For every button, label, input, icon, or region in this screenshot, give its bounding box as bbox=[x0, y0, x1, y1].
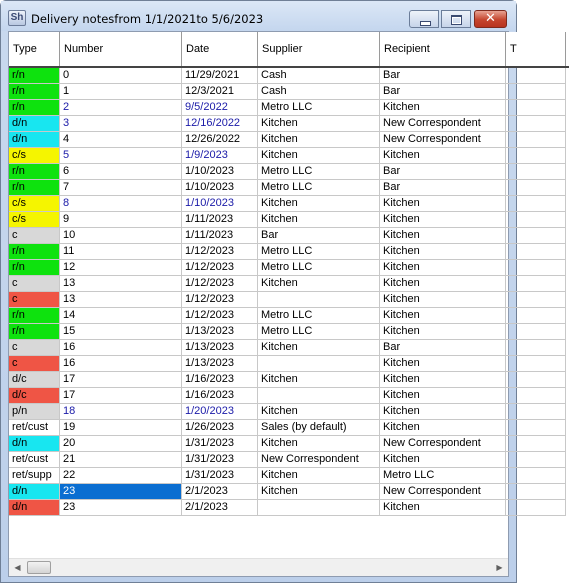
cell-date[interactable]: 1/20/2023 bbox=[182, 404, 258, 420]
cell-type[interactable]: c bbox=[9, 276, 60, 292]
cell-number[interactable]: 13 bbox=[60, 276, 182, 292]
cell-supplier[interactable]: Cash bbox=[258, 68, 380, 84]
cell-supplier[interactable] bbox=[258, 356, 380, 372]
cell-date[interactable]: 1/11/2023 bbox=[182, 228, 258, 244]
cell-date[interactable]: 11/29/2021 bbox=[182, 68, 258, 84]
cell-extra[interactable] bbox=[506, 324, 566, 340]
cell-supplier[interactable]: Kitchen bbox=[258, 148, 380, 164]
cell-number[interactable]: 14 bbox=[60, 308, 182, 324]
cell-date[interactable]: 1/11/2023 bbox=[182, 212, 258, 228]
cell-supplier[interactable]: Kitchen bbox=[258, 436, 380, 452]
cell-recipient[interactable]: Kitchen bbox=[380, 388, 506, 404]
cell-recipient[interactable]: New Correspondent bbox=[380, 116, 506, 132]
scrollbar-thumb[interactable] bbox=[27, 561, 51, 574]
cell-type[interactable]: ret/supp bbox=[9, 468, 60, 484]
column-header-type[interactable]: Type bbox=[9, 32, 60, 66]
cell-type[interactable]: r/n bbox=[9, 324, 60, 340]
cell-supplier[interactable]: Metro LLC bbox=[258, 260, 380, 276]
table-row[interactable] bbox=[9, 404, 569, 420]
cell-supplier[interactable]: Kitchen bbox=[258, 468, 380, 484]
table-row[interactable] bbox=[9, 452, 569, 468]
cell-number[interactable]: 10 bbox=[60, 228, 182, 244]
cell-recipient[interactable]: Kitchen bbox=[380, 292, 506, 308]
cell-type[interactable]: r/n bbox=[9, 84, 60, 100]
cell-supplier[interactable]: Kitchen bbox=[258, 372, 380, 388]
cell-date[interactable]: 1/13/2023 bbox=[182, 324, 258, 340]
cell-extra[interactable] bbox=[506, 420, 566, 436]
cell-extra[interactable] bbox=[506, 308, 566, 324]
cell-supplier[interactable] bbox=[258, 292, 380, 308]
cell-type[interactable]: d/n bbox=[9, 500, 60, 516]
table-row[interactable] bbox=[9, 260, 569, 276]
cell-type[interactable]: r/n bbox=[9, 260, 60, 276]
cell-recipient[interactable]: Kitchen bbox=[380, 404, 506, 420]
table-row[interactable] bbox=[9, 340, 569, 356]
cell-type[interactable]: c bbox=[9, 292, 60, 308]
cell-supplier[interactable]: Kitchen bbox=[258, 132, 380, 148]
cell-date[interactable]: 2/1/2023 bbox=[182, 484, 258, 500]
cell-supplier[interactable]: Metro LLC bbox=[258, 324, 380, 340]
cell-recipient[interactable]: Kitchen bbox=[380, 308, 506, 324]
table-row[interactable] bbox=[9, 388, 569, 404]
cell-type[interactable]: r/n bbox=[9, 308, 60, 324]
cell-date[interactable]: 1/9/2023 bbox=[182, 148, 258, 164]
cell-extra[interactable] bbox=[506, 484, 566, 500]
cell-extra[interactable] bbox=[506, 84, 566, 100]
cell-number[interactable]: 16 bbox=[60, 340, 182, 356]
cell-date[interactable]: 1/31/2023 bbox=[182, 452, 258, 468]
cell-type[interactable]: r/n bbox=[9, 180, 60, 196]
cell-number[interactable]: 3 bbox=[60, 116, 182, 132]
cell-supplier[interactable]: Metro LLC bbox=[258, 100, 380, 116]
cell-date[interactable]: 1/13/2023 bbox=[182, 340, 258, 356]
table-row[interactable] bbox=[9, 420, 569, 436]
cell-recipient[interactable]: Kitchen bbox=[380, 276, 506, 292]
cell-recipient[interactable]: Kitchen bbox=[380, 212, 506, 228]
cell-extra[interactable] bbox=[506, 452, 566, 468]
cell-number[interactable]: 21 bbox=[60, 452, 182, 468]
cell-extra[interactable] bbox=[506, 244, 566, 260]
table-row[interactable] bbox=[9, 196, 569, 212]
table-header bbox=[9, 32, 569, 68]
table-row[interactable] bbox=[9, 468, 569, 484]
cell-extra[interactable] bbox=[506, 436, 566, 452]
cell-supplier[interactable]: Kitchen bbox=[258, 404, 380, 420]
cell-type[interactable]: r/n bbox=[9, 100, 60, 116]
cell-extra[interactable] bbox=[506, 116, 566, 132]
cell-recipient[interactable]: Bar bbox=[380, 164, 506, 180]
cell-extra[interactable] bbox=[506, 292, 566, 308]
scroll-right-icon[interactable]: ▶ bbox=[496, 563, 503, 572]
close-icon: ✕ bbox=[485, 11, 496, 26]
cell-recipient[interactable]: Bar bbox=[380, 340, 506, 356]
cell-recipient[interactable]: Bar bbox=[380, 68, 506, 84]
cell-extra[interactable] bbox=[506, 340, 566, 356]
cell-type[interactable]: c bbox=[9, 356, 60, 372]
cell-number[interactable]: 13 bbox=[60, 292, 182, 308]
cell-recipient[interactable]: Kitchen bbox=[380, 228, 506, 244]
cell-date[interactable]: 2/1/2023 bbox=[182, 500, 258, 516]
title-bar[interactable] bbox=[1, 1, 516, 31]
cell-supplier[interactable]: Kitchen bbox=[258, 484, 380, 500]
cell-type[interactable]: d/c bbox=[9, 388, 60, 404]
cell-recipient[interactable]: New Correspondent bbox=[380, 436, 506, 452]
cell-extra[interactable] bbox=[506, 148, 566, 164]
cell-type[interactable]: d/n bbox=[9, 132, 60, 148]
cell-recipient[interactable]: Kitchen bbox=[380, 100, 506, 116]
table-row[interactable] bbox=[9, 164, 569, 180]
cell-date[interactable]: 12/3/2021 bbox=[182, 84, 258, 100]
cell-recipient[interactable]: Kitchen bbox=[380, 500, 506, 516]
table-row[interactable] bbox=[9, 68, 569, 84]
cell-supplier[interactable]: Kitchen bbox=[258, 340, 380, 356]
cell-type[interactable]: ret/cust bbox=[9, 420, 60, 436]
cell-supplier[interactable]: Cash bbox=[258, 84, 380, 100]
cell-type[interactable]: c/s bbox=[9, 196, 60, 212]
cell-supplier[interactable] bbox=[258, 500, 380, 516]
cell-recipient[interactable]: Kitchen bbox=[380, 324, 506, 340]
table-row[interactable] bbox=[9, 356, 569, 372]
cell-supplier[interactable]: Kitchen bbox=[258, 276, 380, 292]
cell-supplier[interactable]: Metro LLC bbox=[258, 164, 380, 180]
table-row[interactable] bbox=[9, 132, 569, 148]
table-row[interactable] bbox=[9, 500, 569, 516]
cell-date[interactable]: 12/26/2022 bbox=[182, 132, 258, 148]
scroll-left-icon[interactable]: ◀ bbox=[14, 563, 21, 572]
cell-date[interactable]: 9/5/2022 bbox=[182, 100, 258, 116]
cell-supplier[interactable]: Kitchen bbox=[258, 196, 380, 212]
cell-number[interactable]: 20 bbox=[60, 436, 182, 452]
column-header-number[interactable]: Number bbox=[60, 32, 182, 66]
table-body bbox=[9, 68, 569, 516]
cell-supplier[interactable]: Sales (by default) bbox=[258, 420, 380, 436]
cell-supplier[interactable] bbox=[258, 388, 380, 404]
cell-number[interactable]: 17 bbox=[60, 388, 182, 404]
cell-supplier[interactable]: Metro LLC bbox=[258, 180, 380, 196]
cell-number[interactable]: 0 bbox=[60, 68, 182, 84]
cell-extra[interactable] bbox=[506, 100, 566, 116]
table-row[interactable] bbox=[9, 100, 569, 116]
cell-extra[interactable] bbox=[506, 276, 566, 292]
cell-recipient[interactable]: Kitchen bbox=[380, 420, 506, 436]
cell-date[interactable]: 1/12/2023 bbox=[182, 276, 258, 292]
close-button[interactable] bbox=[474, 10, 507, 28]
cell-date[interactable]: 1/13/2023 bbox=[182, 356, 258, 372]
cell-extra[interactable] bbox=[506, 132, 566, 148]
cell-supplier[interactable]: Metro LLC bbox=[258, 308, 380, 324]
cell-extra[interactable] bbox=[506, 212, 566, 228]
table-row[interactable] bbox=[9, 148, 569, 164]
cell-date[interactable]: 1/10/2023 bbox=[182, 164, 258, 180]
cell-supplier[interactable]: Bar bbox=[258, 228, 380, 244]
table-row[interactable] bbox=[9, 212, 569, 228]
cell-extra[interactable] bbox=[506, 388, 566, 404]
cell-recipient[interactable]: Kitchen bbox=[380, 196, 506, 212]
table-row[interactable] bbox=[9, 324, 569, 340]
cell-extra[interactable] bbox=[506, 356, 566, 372]
cell-type[interactable]: d/n bbox=[9, 484, 60, 500]
cell-date[interactable]: 1/31/2023 bbox=[182, 436, 258, 452]
cell-type[interactable]: r/n bbox=[9, 164, 60, 180]
cell-supplier[interactable]: New Correspondent bbox=[258, 452, 380, 468]
cell-number[interactable]: 18 bbox=[60, 404, 182, 420]
cell-recipient[interactable]: Kitchen bbox=[380, 260, 506, 276]
table-row[interactable] bbox=[9, 276, 569, 292]
cell-extra[interactable] bbox=[506, 180, 566, 196]
cell-date[interactable]: 1/26/2023 bbox=[182, 420, 258, 436]
column-header-extra[interactable]: T bbox=[506, 32, 566, 66]
table-row[interactable] bbox=[9, 292, 569, 308]
cell-date[interactable]: 1/10/2023 bbox=[182, 196, 258, 212]
cell-recipient[interactable]: New Correspondent bbox=[380, 132, 506, 148]
cell-number[interactable]: 23 bbox=[60, 484, 182, 500]
horizontal-scrollbar[interactable] bbox=[9, 558, 508, 576]
cell-type[interactable]: c bbox=[9, 228, 60, 244]
minimize-icon bbox=[420, 21, 431, 26]
cell-number[interactable]: 1 bbox=[60, 84, 182, 100]
cell-type[interactable]: p/n bbox=[9, 404, 60, 420]
table-row[interactable] bbox=[9, 180, 569, 196]
cell-number[interactable]: 7 bbox=[60, 180, 182, 196]
cell-number[interactable]: 17 bbox=[60, 372, 182, 388]
cell-date[interactable]: 1/16/2023 bbox=[182, 388, 258, 404]
cell-number[interactable]: 2 bbox=[60, 100, 182, 116]
delivery-notes-table bbox=[9, 32, 517, 558]
cell-recipient[interactable]: Kitchen bbox=[380, 244, 506, 260]
cell-supplier[interactable]: Kitchen bbox=[258, 116, 380, 132]
cell-number[interactable]: 16 bbox=[60, 356, 182, 372]
cell-type[interactable]: d/n bbox=[9, 436, 60, 452]
cell-type[interactable]: c/s bbox=[9, 212, 60, 228]
cell-number[interactable]: 23 bbox=[60, 500, 182, 516]
cell-extra[interactable] bbox=[506, 468, 566, 484]
cell-date[interactable]: 1/12/2023 bbox=[182, 308, 258, 324]
cell-date[interactable]: 1/10/2023 bbox=[182, 180, 258, 196]
table-row[interactable] bbox=[9, 436, 569, 452]
maximize-button[interactable] bbox=[441, 10, 471, 28]
cell-recipient[interactable]: New Correspondent bbox=[380, 484, 506, 500]
table-row[interactable] bbox=[9, 116, 569, 132]
cell-extra[interactable] bbox=[506, 404, 566, 420]
cell-number[interactable]: 9 bbox=[60, 212, 182, 228]
cell-type[interactable]: d/n bbox=[9, 116, 60, 132]
column-header-date[interactable]: Date bbox=[182, 32, 258, 66]
cell-type[interactable]: r/n bbox=[9, 68, 60, 84]
cell-extra[interactable] bbox=[506, 68, 566, 84]
cell-number[interactable]: 22 bbox=[60, 468, 182, 484]
cell-date[interactable]: 1/31/2023 bbox=[182, 468, 258, 484]
table-row[interactable] bbox=[9, 84, 569, 100]
cell-date[interactable]: 1/16/2023 bbox=[182, 372, 258, 388]
maximize-icon bbox=[451, 15, 462, 25]
table-row[interactable] bbox=[9, 244, 569, 260]
minimize-button[interactable] bbox=[409, 10, 439, 28]
cell-recipient[interactable]: Kitchen bbox=[380, 356, 506, 372]
cell-date[interactable]: 1/12/2023 bbox=[182, 292, 258, 308]
cell-extra[interactable] bbox=[506, 228, 566, 244]
cell-date[interactable]: 12/16/2022 bbox=[182, 116, 258, 132]
cell-recipient[interactable]: Bar bbox=[380, 84, 506, 100]
table-row[interactable] bbox=[9, 484, 569, 500]
cell-extra[interactable] bbox=[506, 500, 566, 516]
cell-extra[interactable] bbox=[506, 196, 566, 212]
cell-recipient[interactable]: Kitchen bbox=[380, 452, 506, 468]
column-header-recipient[interactable]: Recipient bbox=[380, 32, 506, 66]
window-title: Delivery notesfrom 1/1/2021to 5/6/2023 bbox=[31, 12, 264, 26]
cell-date[interactable]: 1/12/2023 bbox=[182, 260, 258, 276]
column-header-supplier[interactable]: Supplier bbox=[258, 32, 380, 66]
cell-recipient[interactable]: Metro LLC bbox=[380, 468, 506, 484]
cell-extra[interactable] bbox=[506, 372, 566, 388]
cell-type[interactable]: c bbox=[9, 340, 60, 356]
cell-number[interactable]: 19 bbox=[60, 420, 182, 436]
cell-type[interactable]: r/n bbox=[9, 244, 60, 260]
cell-recipient[interactable]: Kitchen bbox=[380, 148, 506, 164]
cell-type[interactable]: c/s bbox=[9, 148, 60, 164]
table-row[interactable] bbox=[9, 228, 569, 244]
cell-number[interactable]: 6 bbox=[60, 164, 182, 180]
cell-number[interactable]: 11 bbox=[60, 244, 182, 260]
cell-number[interactable]: 5 bbox=[60, 148, 182, 164]
table-row[interactable] bbox=[9, 372, 569, 388]
cell-number[interactable]: 12 bbox=[60, 260, 182, 276]
cell-supplier[interactable]: Metro LLC bbox=[258, 244, 380, 260]
cell-extra[interactable] bbox=[506, 164, 566, 180]
table-row[interactable] bbox=[9, 308, 569, 324]
cell-number[interactable]: 8 bbox=[60, 196, 182, 212]
cell-date[interactable]: 1/12/2023 bbox=[182, 244, 258, 260]
cell-recipient[interactable]: Kitchen bbox=[380, 372, 506, 388]
client-area bbox=[8, 31, 517, 577]
cell-supplier[interactable]: Kitchen bbox=[258, 212, 380, 228]
cell-extra[interactable] bbox=[506, 260, 566, 276]
app-icon[interactable]: Sh bbox=[8, 10, 26, 26]
cell-number[interactable]: 4 bbox=[60, 132, 182, 148]
cell-type[interactable]: d/c bbox=[9, 372, 60, 388]
cell-recipient[interactable]: Bar bbox=[380, 180, 506, 196]
cell-number[interactable]: 15 bbox=[60, 324, 182, 340]
cell-type[interactable]: ret/cust bbox=[9, 452, 60, 468]
